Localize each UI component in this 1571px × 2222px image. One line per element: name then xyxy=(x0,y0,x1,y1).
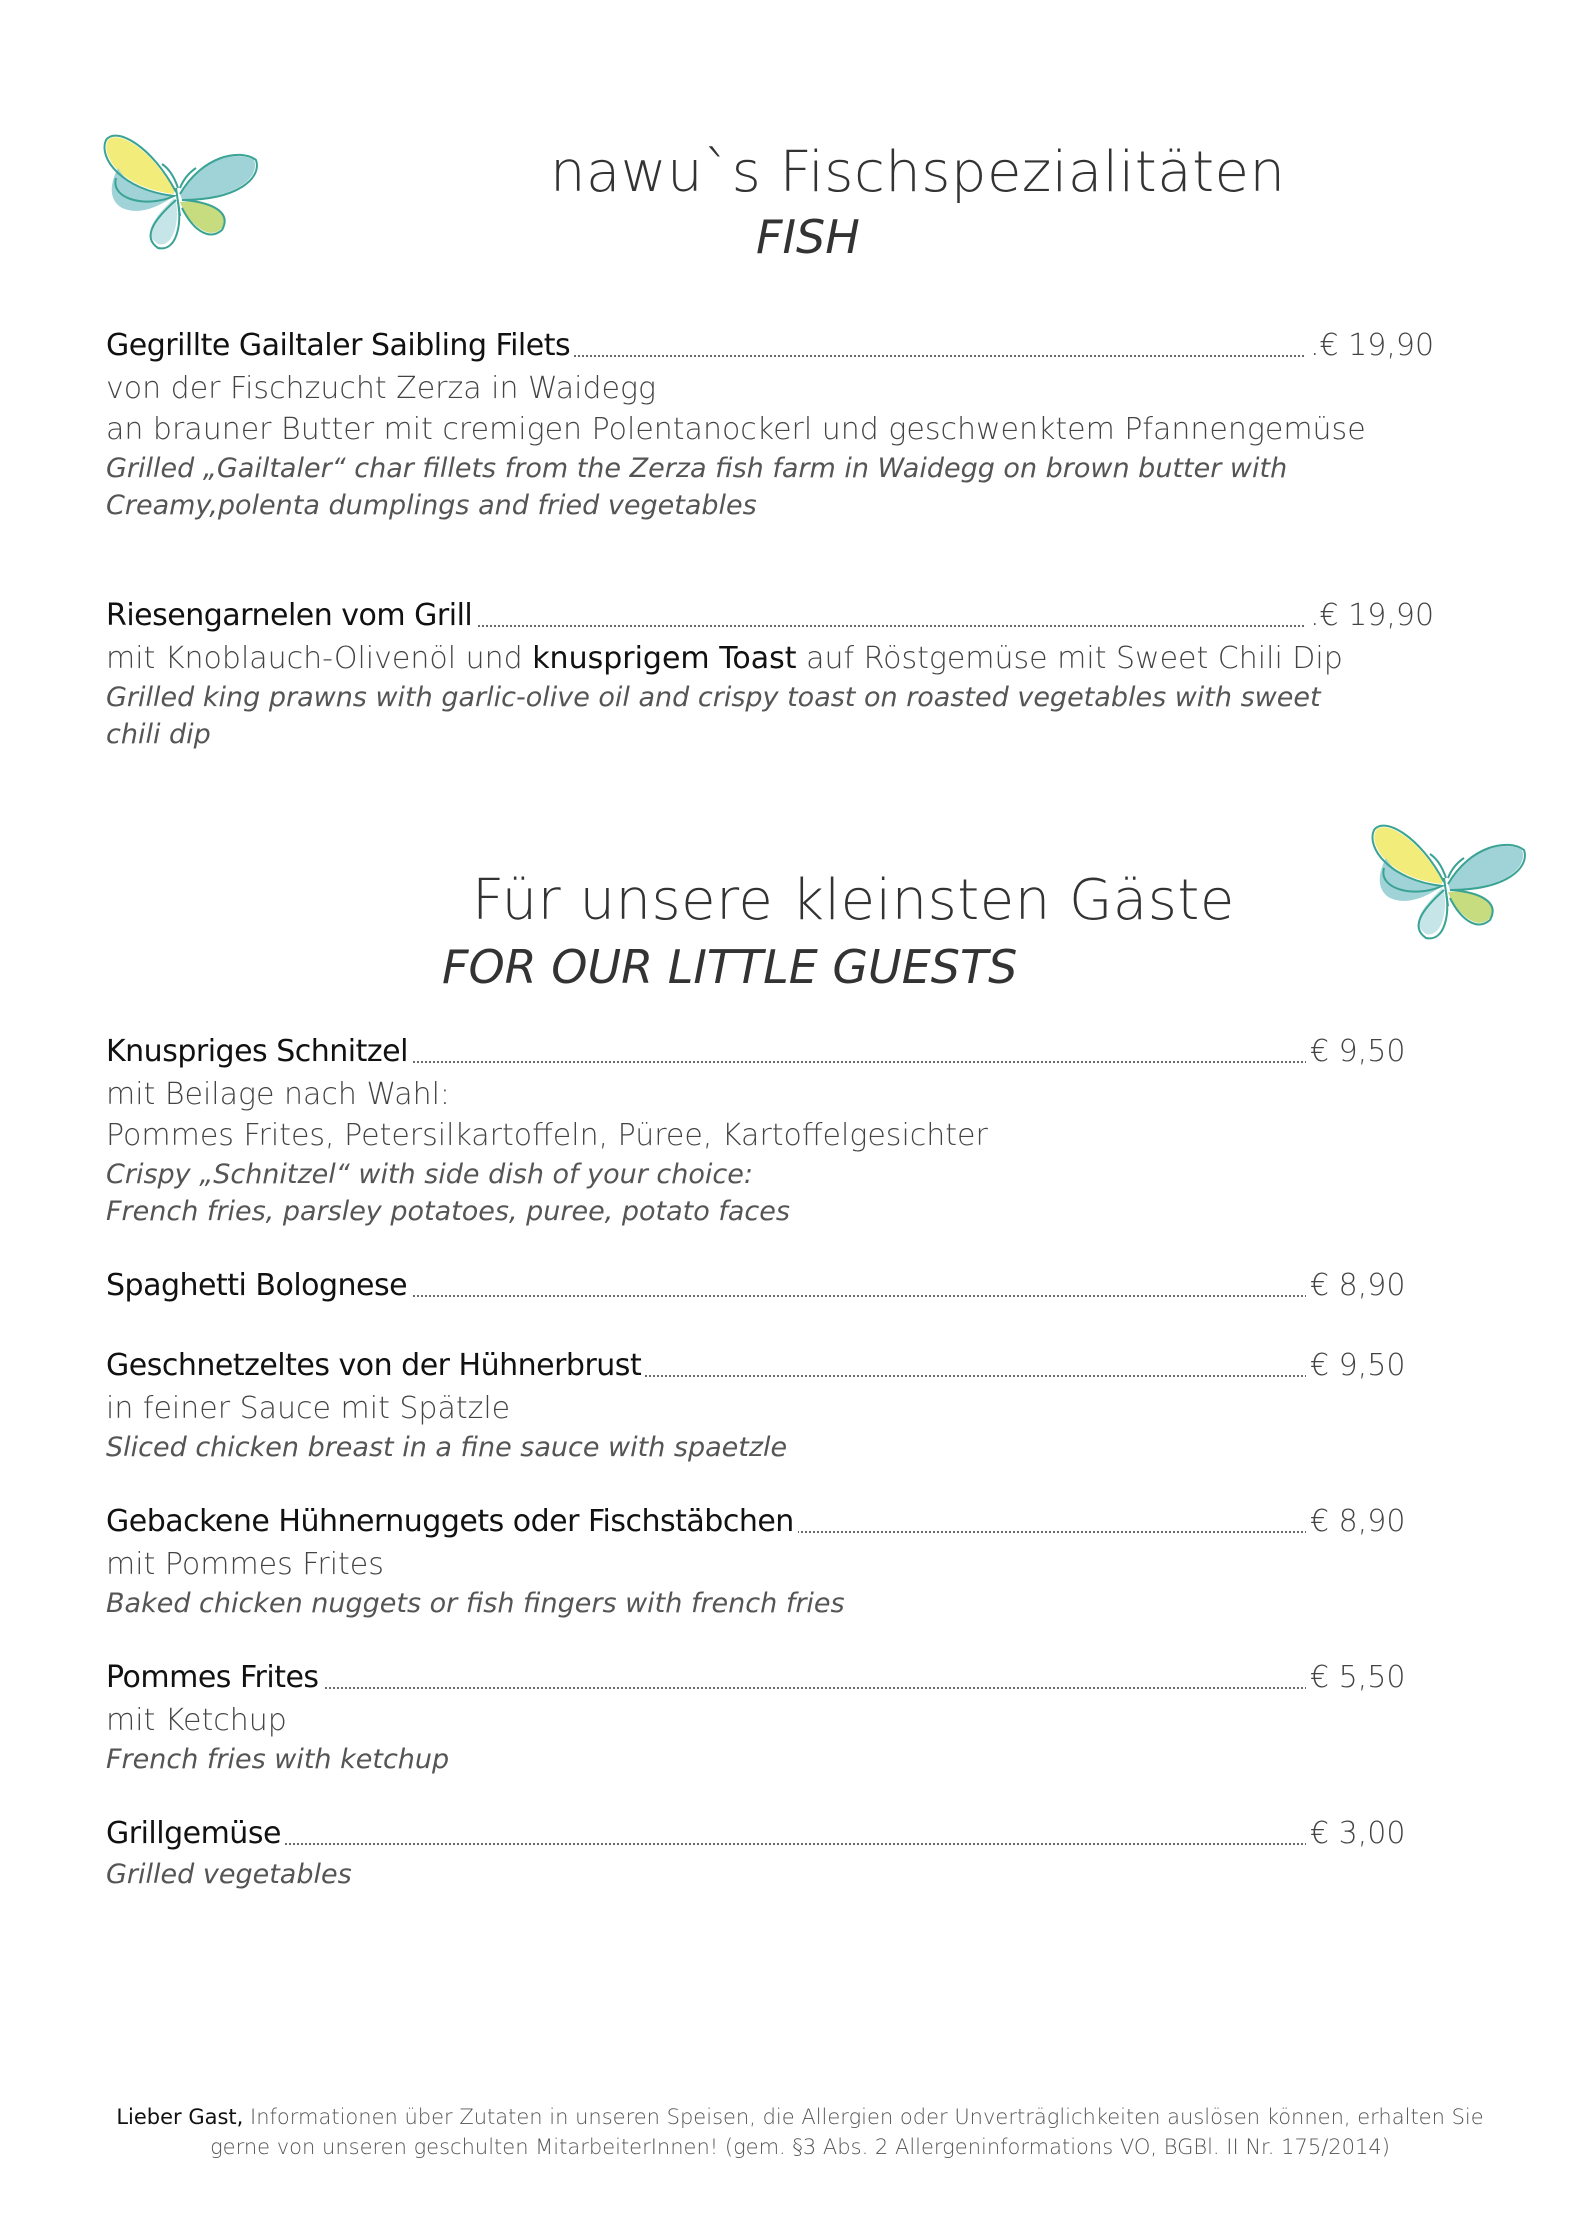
dotted-leader xyxy=(106,1843,1310,1845)
description-de: mit Knoblauch-Olivenöl und knusprigem Toast auf Röstgemüse mit Sweet Chili Dip xyxy=(106,641,1343,676)
description-en: Creamy,polenta dumplings and fried vegetables xyxy=(106,490,757,521)
section-subtitle-kids: FOR OUR LITTLE GUESTS xyxy=(442,940,1018,994)
dish-price: € 3,00 xyxy=(1306,1816,1405,1851)
dish-price: € 9,50 xyxy=(1306,1348,1405,1383)
description-de: an brauner Butter mit cremigen Polentanockerl und geschwenktem Pfannengemüse xyxy=(106,412,1366,447)
section-title-fish: nawu`s Fischspezialitäten xyxy=(550,140,1286,205)
footer-lead: Lieber Gast, xyxy=(116,2105,244,2129)
description-en: French fries, parsley potatoes, puree, potato faces xyxy=(106,1196,790,1227)
dish-name: Grillgemüse xyxy=(106,1816,285,1851)
description-en: French fries with ketchup xyxy=(106,1744,450,1775)
butterfly-icon xyxy=(100,128,260,263)
dish-price: € 8,90 xyxy=(1306,1268,1405,1303)
dish-name: Riesengarnelen vom Grill xyxy=(106,598,476,633)
menu-item xyxy=(106,1034,1406,1230)
dish-price: € 5,50 xyxy=(1306,1660,1405,1695)
description-en: Grilled „Gailtaler“ char fillets from the Zerza fish farm in Waidegg on brown butter with xyxy=(106,453,1288,484)
menu-item xyxy=(106,1504,1406,1622)
menu-item xyxy=(106,598,1435,753)
menu-item xyxy=(106,1268,1406,1308)
dish-price: € 8,90 xyxy=(1306,1504,1405,1539)
dish-name: Gegrillte Gailtaler Saibling Filets xyxy=(106,328,574,363)
dish-name: Spaghetti Bolognese xyxy=(106,1268,411,1303)
butterfly-icon xyxy=(1368,818,1528,953)
dish-name: Geschnetzeltes von der Hühnerbrust xyxy=(106,1348,645,1383)
description-en: chili dip xyxy=(106,719,211,750)
dish-price: € 9,50 xyxy=(1306,1034,1405,1069)
allergen-notice: Lieber Gast, Informationen über Zutaten in unseren Speisen, die Allergien oder Unverträglichkeiten auslösen können, erhalten Sie gerne von unseren geschulten MitarbeiterInnen! (gem. §3 Abs. 2 Allergeninformations VO, BGBl. II Nr. 175/2014) xyxy=(116,2105,1484,2159)
description-en: Grilled vegetables xyxy=(106,1859,352,1890)
dish-name: Gebackene Hühnernuggets oder Fischstäbchen xyxy=(106,1504,798,1539)
description-de: Pommes Frites, Petersilkartoffeln, Püree, Kartoffelgesichter xyxy=(106,1118,988,1153)
section-title-kids: Für unsere kleinsten Gäste xyxy=(472,868,1235,933)
description-de: in feiner Sauce mit Spätzle xyxy=(106,1391,511,1426)
description-en: Crispy „Schnitzel“ with side dish of your choice: xyxy=(106,1159,753,1190)
menu-item xyxy=(106,328,1435,524)
description-de: mit Ketchup xyxy=(106,1703,287,1738)
description-en: Sliced chicken breast in a fine sauce with spaetzle xyxy=(106,1432,788,1463)
dish-price: .€ 19,90 xyxy=(1306,598,1434,633)
description-de: von der Fischzucht Zerza in Waidegg xyxy=(106,371,657,406)
menu-item xyxy=(106,1348,1406,1466)
dish-name: Knuspriges Schnitzel xyxy=(106,1034,412,1069)
description-de: mit Pommes Frites xyxy=(106,1547,384,1582)
dish-price: .€ 19,90 xyxy=(1306,328,1434,363)
description-de: mit Beilage nach Wahl: xyxy=(106,1077,451,1112)
menu-item xyxy=(106,1816,1406,1893)
description-en: Baked chicken nuggets or fish fingers with french fries xyxy=(106,1588,845,1619)
description-en: Grilled king prawns with garlic-olive oil and crispy toast on roasted vegetables with sweet xyxy=(106,682,1321,713)
section-subtitle-fish: FISH xyxy=(756,210,860,264)
dish-name: Pommes Frites xyxy=(106,1660,323,1695)
menu-item xyxy=(106,1660,1406,1778)
